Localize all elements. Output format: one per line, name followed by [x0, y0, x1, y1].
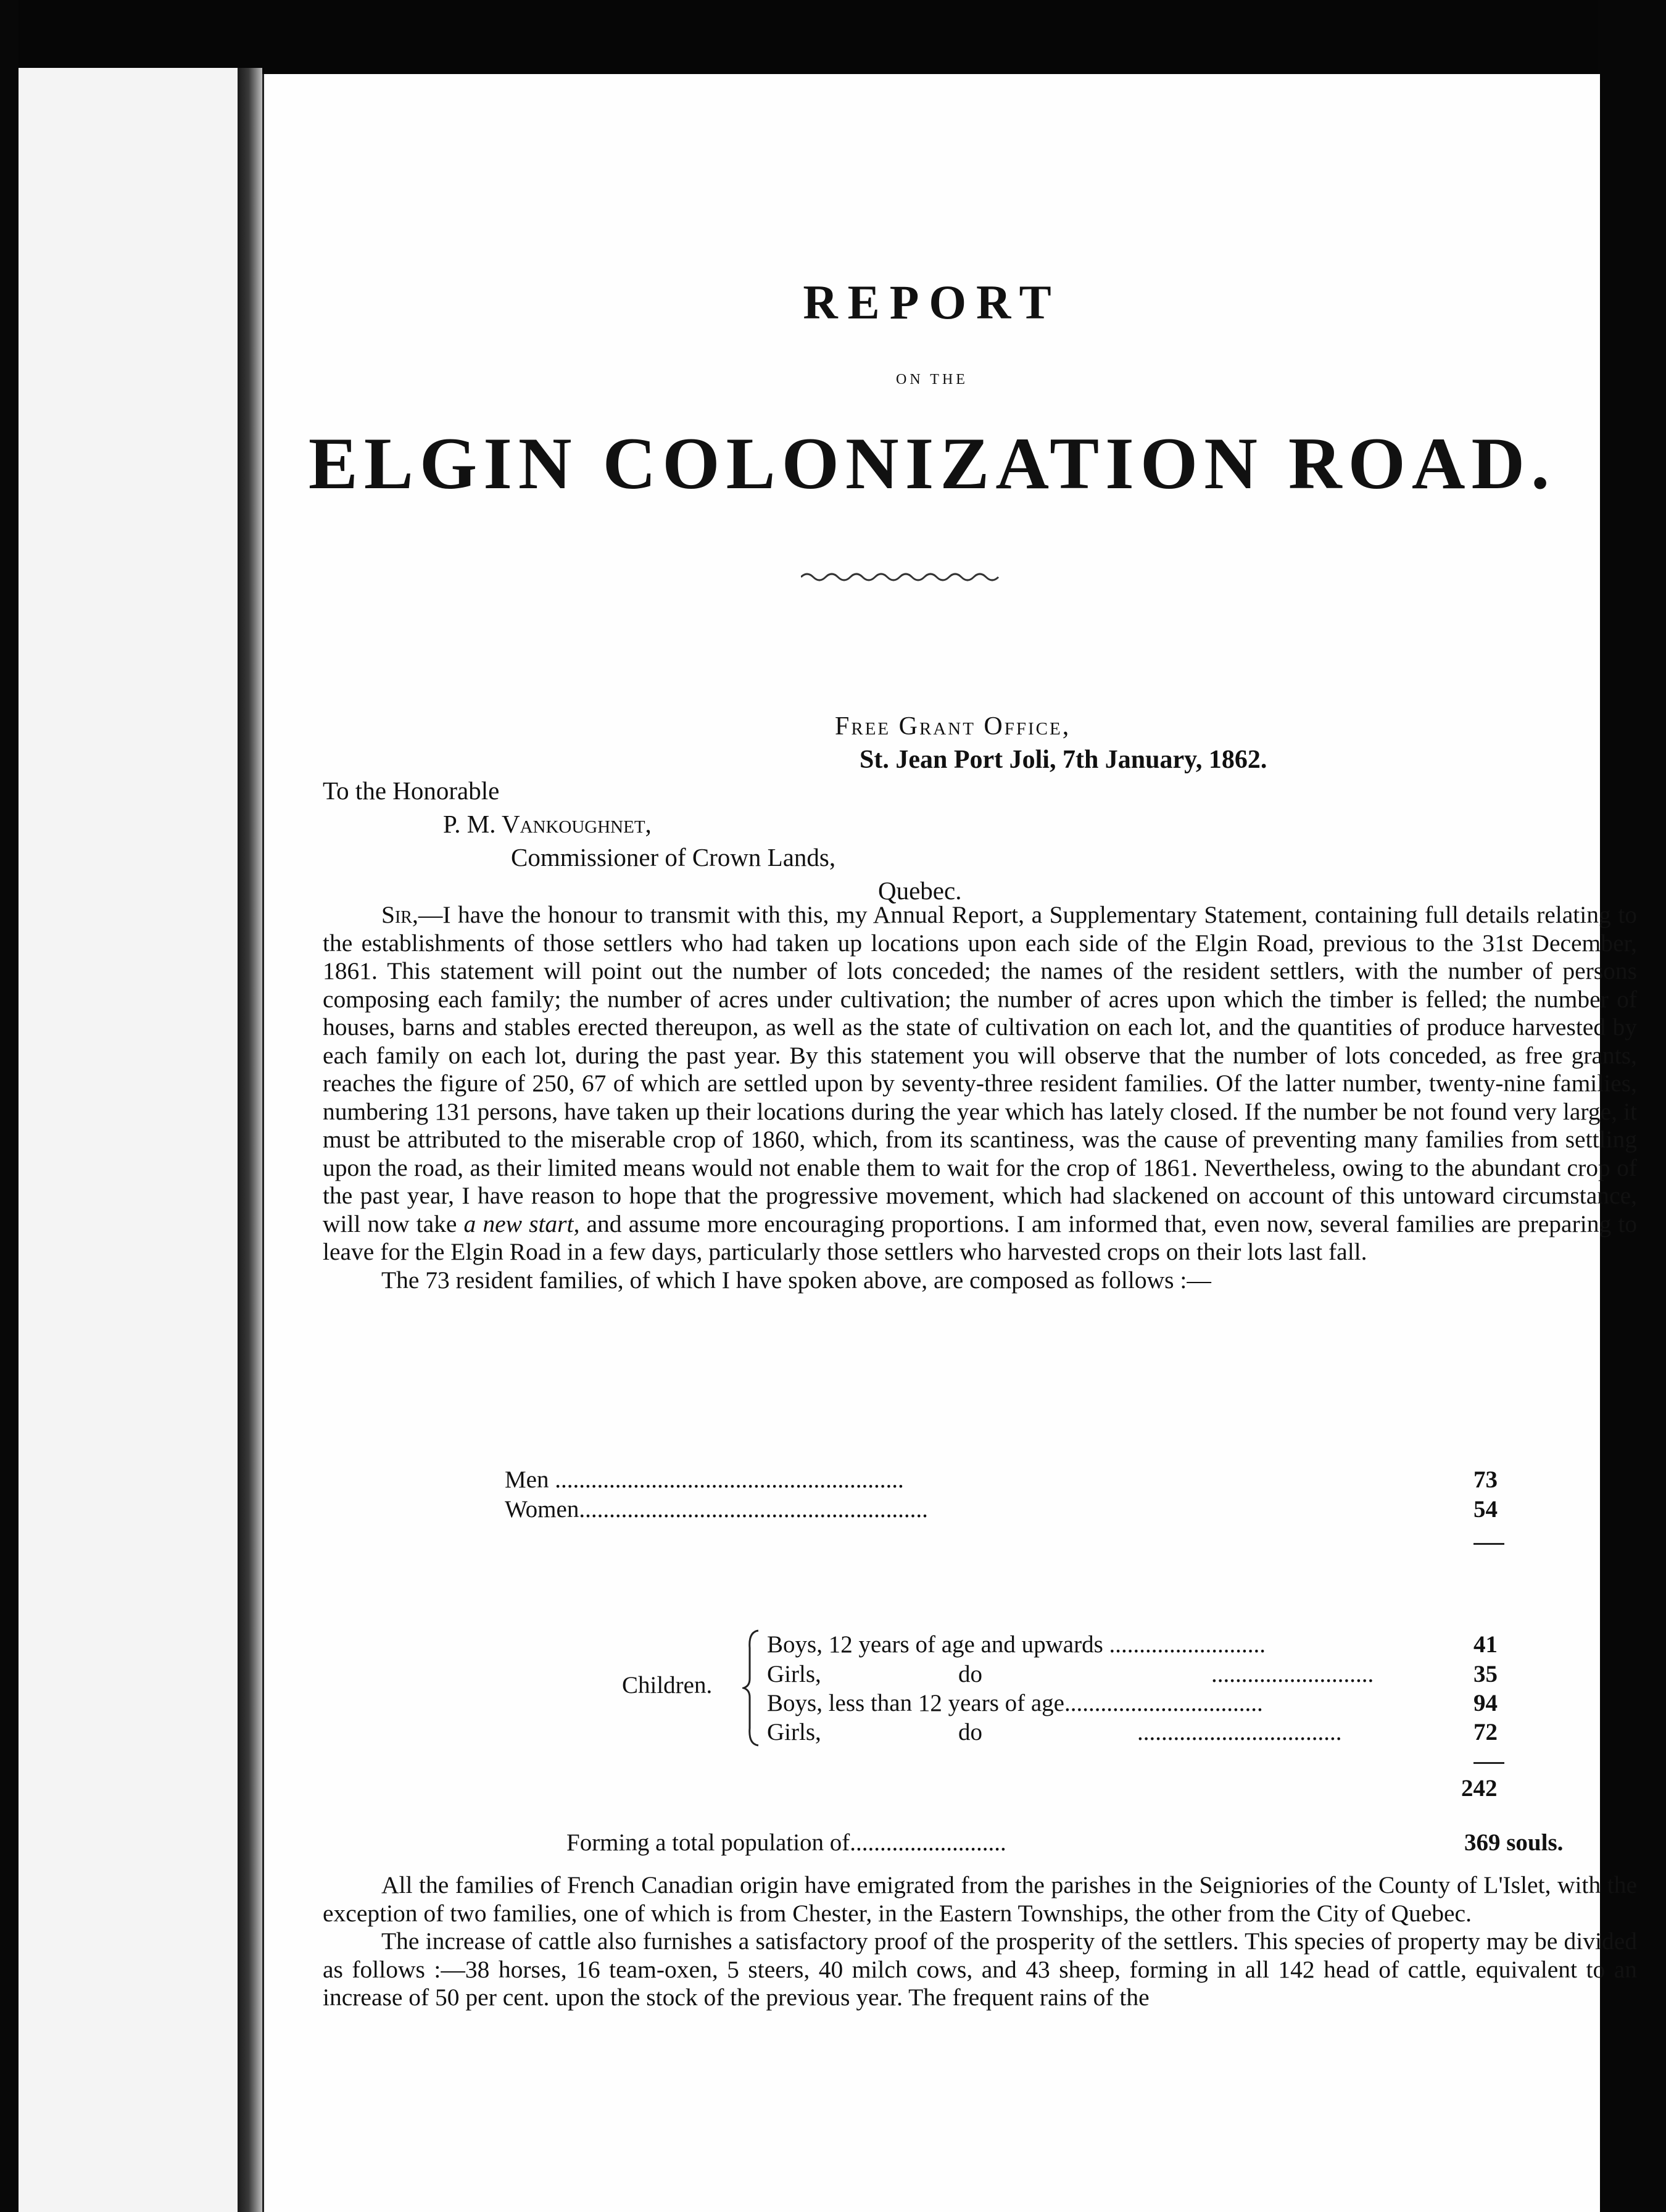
row-value: 54	[1473, 1496, 1498, 1523]
row-value: 35	[1473, 1661, 1498, 1687]
report-heading: REPORT	[803, 275, 1061, 329]
book-gutter	[238, 68, 262, 2212]
paragraph-4: The increase of cattle also furnishes a satisfactory proof of the prosperity of the settlers. This species of property may be divided as follows :—38 horses, 16 team-oxen, 5 steers, 40 milch cows, and 43 sheep, forming in all 142 head of cattle, equivalent to an increase of 50 per cent. upon the stock of the previous year. The frequent rains of the	[323, 1927, 1637, 2011]
total-row	[566, 1829, 1006, 1857]
paragraph-1-italic: a new start,	[463, 1210, 580, 1237]
row-ditto: do	[958, 1661, 982, 1687]
table-row	[767, 1660, 1374, 1689]
row-label: Boys, 12 years of age and upwards	[767, 1631, 1103, 1658]
page-title: ELGIN COLONIZATION ROAD.	[308, 422, 1556, 504]
total-value: 369 souls.	[1464, 1829, 1564, 1856]
salutation: Sir,	[381, 901, 418, 928]
row-label: Women	[505, 1496, 579, 1523]
paragraph-1-text: —I have the honour to transmit with this, my Annual Report, a Supplementary Statement, containing full details relating to the establishments of those settlers who had taken up locations upon each side of the Elgin Road, previous to the 31st December, 1861. This statement will point out the number of lots conceded; the names of the resident settlers, with the number of persons composing each family; the number of acres under cultivation; the number of acres upon which the timber is felled; the number of houses, barns and stables erected thereupon, as well as the state of cultivation on each lot, and the quantities of produce harvested by each family on each lot, during the past year. By this statement you will observe that the number of lots conceded, as free grants, reaches the figure of 250, 67 of which are settled upon by seventy-three resident families. Of the latter number, twenty-nine families, numbering 131 persons, have taken up their locations during the year which has lately closed. If the number be not found very large, it must be attributed to the miserable crop of 1860, which, from its scantiness, was the cause of preventing many families from settling upon the road, as their limited means would not enable them to wait for the crop of 1861. Nevertheless, owing to the abundant crop of the past year, I have reason to hope that the progressive movement, which had slackened on account of this untoward circumstance, will now take	[323, 901, 1637, 1237]
facing-page-strip	[19, 68, 239, 2212]
row-value: 94	[1473, 1690, 1498, 1716]
dot-leader: ..................................	[1137, 1719, 1342, 1745]
address-name: P. M. Vankoughnet,	[443, 810, 652, 838]
report-body-continued	[323, 1871, 1637, 2012]
table-row	[767, 1689, 1263, 1718]
dot-leader: ..........................................................	[555, 1466, 904, 1493]
row-label: Men	[505, 1466, 549, 1493]
row-label: Girls,	[767, 1661, 821, 1687]
rule-line	[1473, 1543, 1504, 1545]
dot-leader: ..........................	[1109, 1631, 1266, 1658]
row-value: 72	[1473, 1719, 1498, 1745]
paragraph-3: All the families of French Canadian origin have emigrated from the parishes in the Seigniories of the County of L'Islet, with the exception of two families, one of which is from Chester, in the Eastern Townships, the other from the City of Quebec.	[323, 1871, 1637, 1927]
address-title: Commissioner of Crown Lands,	[511, 843, 836, 871]
address-city: Quebec.	[878, 876, 962, 905]
paragraph-1-end: and assume more encouraging proportions. I am informed that, even now, several families are preparing to leave for the Elgin Road in a few days, particularly those settlers who harvested crops on their lots last fall.	[323, 1210, 1638, 1265]
scan-left-margin	[0, 0, 19, 2212]
dot-leader: ..........................	[850, 1829, 1006, 1856]
row-value: 73	[1473, 1466, 1498, 1493]
children-label: Children.	[622, 1672, 713, 1698]
subheading-on-the: ON THE	[896, 372, 968, 388]
row-label: Girls,	[767, 1719, 821, 1745]
dot-leader: ..........................................................	[579, 1496, 928, 1523]
document-page	[262, 74, 1638, 2212]
place-and-date: St. Jean Port Joli, 7th January, 1862.	[860, 746, 1267, 774]
paragraph-2: The 73 resident families, of which I have spoken above, are composed as follows :—	[381, 1266, 1211, 1294]
row-value: 41	[1473, 1631, 1498, 1658]
brace-symbol	[742, 1629, 761, 1747]
row-label: Boys, less than 12 years of age	[767, 1690, 1064, 1716]
address-line-1: To the Honorable	[323, 776, 500, 805]
dot-leader: .................................	[1064, 1690, 1263, 1716]
table-row	[505, 1466, 904, 1494]
row-ditto: do	[958, 1719, 982, 1745]
table-row	[767, 1631, 1266, 1659]
table-row	[767, 1718, 1342, 1747]
subtotal-value: 242	[1461, 1775, 1498, 1802]
total-label: Forming a total population of	[566, 1829, 850, 1856]
rule-line	[1473, 1762, 1504, 1764]
table-row	[505, 1495, 928, 1524]
office-name: Free Grant Office,	[835, 712, 1071, 741]
dot-leader: ...........................	[1211, 1661, 1374, 1687]
